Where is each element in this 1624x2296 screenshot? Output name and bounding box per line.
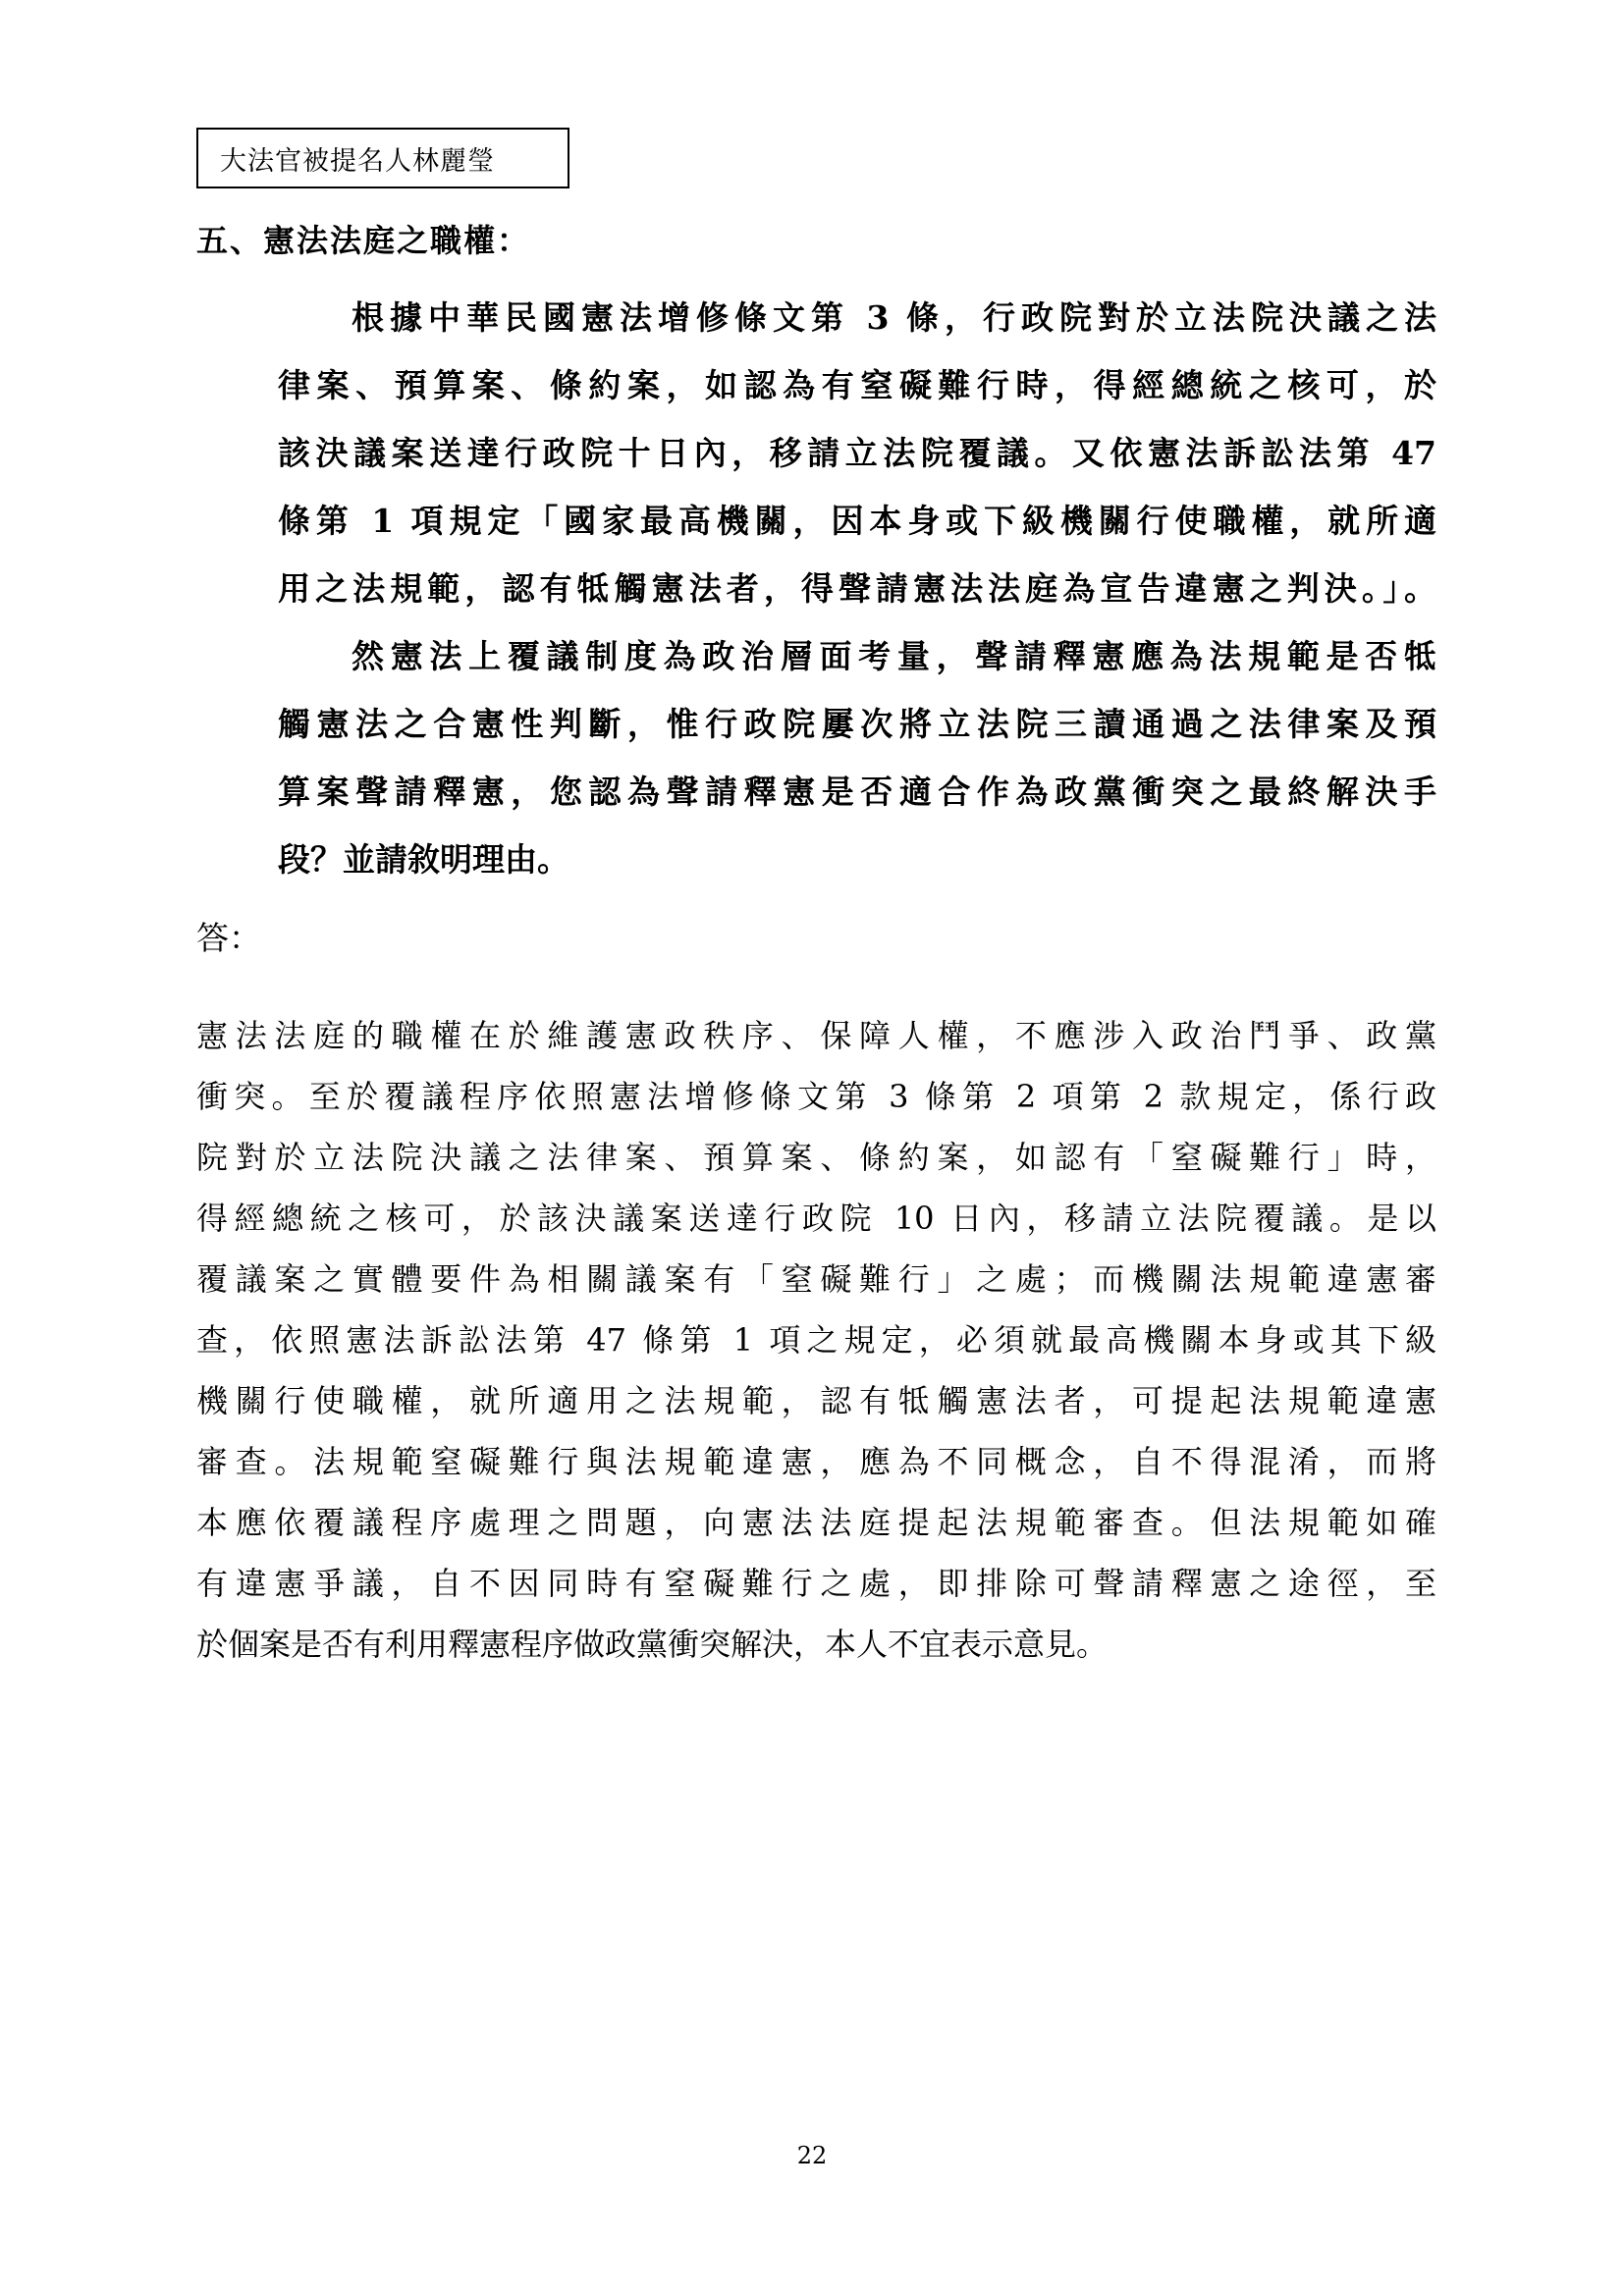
- answer-line: 機關行使職權，就所適用之法規範，認有牴觸憲法者，可提起法規範違憲: [196, 1382, 1436, 1419]
- answer-line: 憲法法庭的職權在於維護憲政秩序、保障人權，不應涉入政治鬥爭、政黨: [196, 1017, 1436, 1054]
- answer-line: 衝突。至於覆議程序依照憲法增修條文第 3 條第 2 項第 2 款規定，係行政: [196, 1078, 1436, 1115]
- question-line: 律案、預算案、條約案，如認為有窒礙難行時，得經總統之核可，於: [278, 366, 1436, 404]
- question-line: 條第 1 項規定「國家最高機關，因本身或下級機關行使職權，就所適: [278, 502, 1436, 540]
- question-line: 段？並請敘明理由。: [278, 840, 569, 879]
- question-line: 用之法規範，認有牴觸憲法者，得聲請憲法法庭為宣告違憲之判決。」。: [278, 569, 1436, 608]
- section-title: 五、憲法法庭之職權：: [196, 222, 531, 259]
- question-line: 該決議案送達行政院十日內，移請立法院覆議。又依憲法訴訟法第 47: [278, 434, 1436, 472]
- answer-line: 得經總統之核可，於該決議案送達行政院 10 日內，移請立法院覆議。是以: [196, 1200, 1436, 1237]
- question-line: 然憲法上覆議制度為政治層面考量，聲請釋憲應為法規範是否牴: [352, 637, 1436, 675]
- answer-line: 院對於立法院決議之法律案、預算案、條約案，如認有「窒礙難行」時，: [196, 1139, 1436, 1176]
- nominee-label-box: [196, 128, 569, 188]
- question-line: 觸憲法之合憲性判斷，惟行政院屢次將立法院三讀通過之法律案及預: [278, 705, 1436, 743]
- page-number: 22: [796, 2142, 828, 2169]
- answer-line: 審查。法規範窒礙難行與法規範違憲，應為不同概念，自不得混淆，而將: [196, 1443, 1436, 1480]
- answer-line: 有違憲爭議，自不因同時有窒礙難行之處，即排除可聲請釋憲之途徑，至: [196, 1565, 1436, 1602]
- answer-line: 查，依照憲法訴訟法第 47 條第 1 項之規定，必須就最高機關本身或其下級: [196, 1321, 1436, 1359]
- nominee-label: 大法官被提名人林麗瑩: [220, 145, 495, 177]
- question-line: 根據中華民國憲法增修條文第 3 條，行政院對於立法院決議之法: [352, 298, 1436, 337]
- question-line: 算案聲請釋憲，您認為聲請釋憲是否適合作為政黨衝突之最終解決手: [278, 773, 1436, 811]
- answer-line: 本應依覆議程序處理之問題，向憲法法庭提起法規範審查。但法規範如確: [196, 1504, 1436, 1541]
- answer-label: 答：: [196, 919, 261, 957]
- answer-line: 覆議案之實體要件為相關議案有「窒礙難行」之處；而機關法規範違憲審: [196, 1260, 1436, 1298]
- answer-line: 於個案是否有利用釋憲程序做政黨衝突解決，本人不宜表示意見。: [196, 1626, 1109, 1663]
